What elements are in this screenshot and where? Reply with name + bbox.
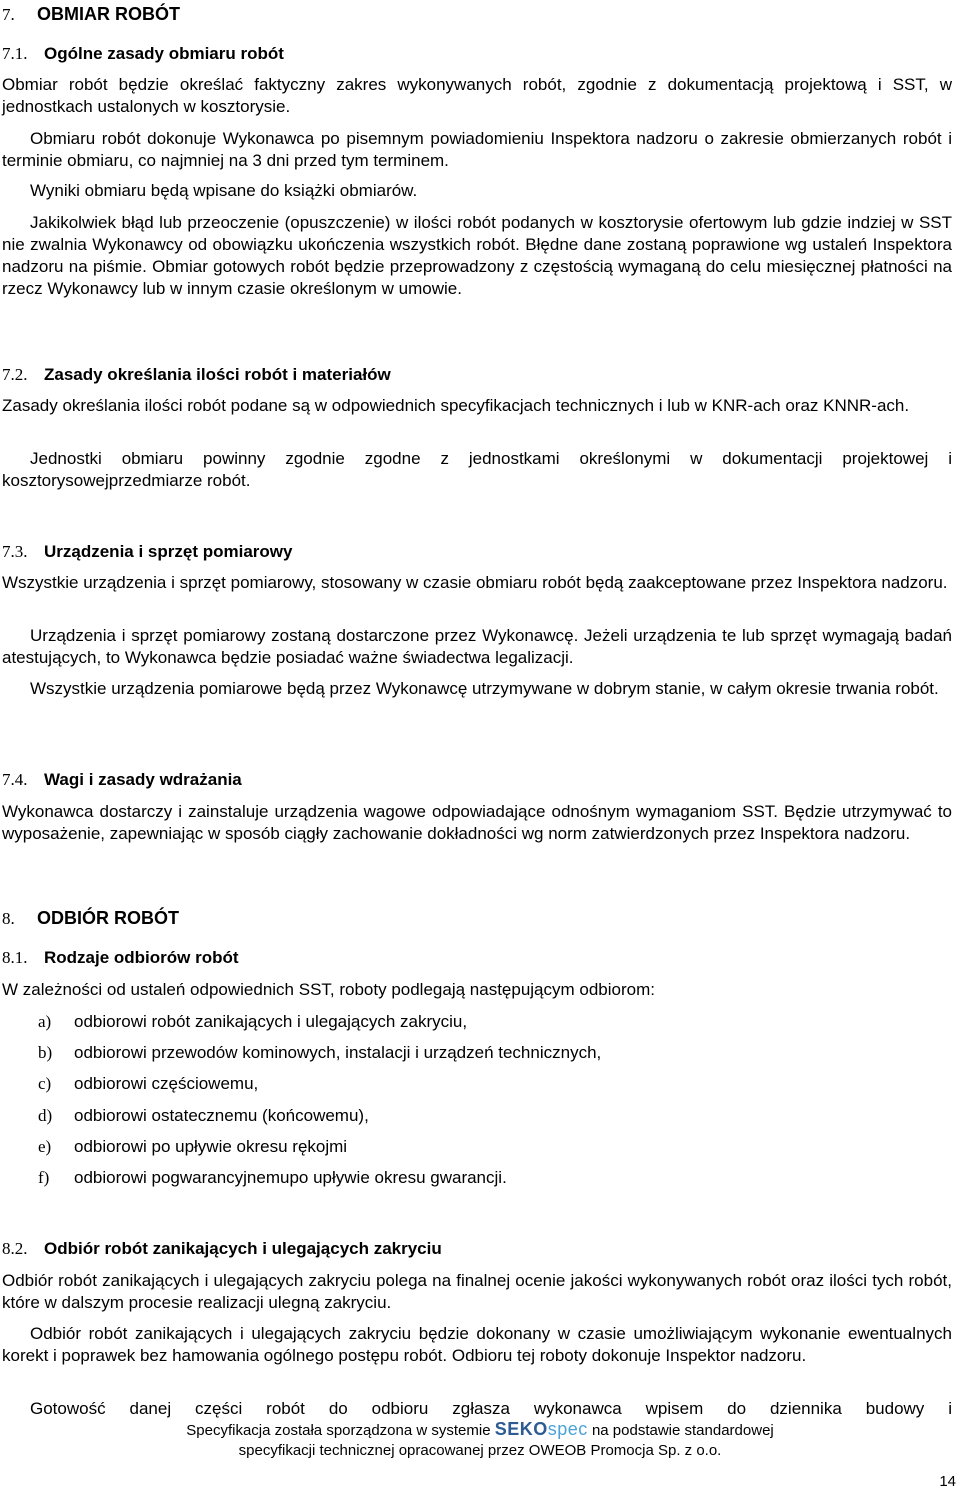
paragraph: Wyniki obmiaru będą wpisane do książki obmiarów. bbox=[30, 181, 418, 200]
section-number: 8.2. bbox=[2, 1239, 28, 1258]
list-letter: d) bbox=[38, 1106, 53, 1125]
paragraph: Odbiór robót zanikających i ulegających zakryciu polega na finalnej ocenie jakości wykonywanych robót oraz ilości tych robót, które w dalszym procesie realizacji ulegną zakryciu. bbox=[2, 1271, 952, 1312]
section-title: Wagi i zasady wdrażania bbox=[44, 770, 242, 789]
list-text: odbiorowi przewodów kominowych, instalacji i urządzeń technicznych, bbox=[74, 1043, 602, 1062]
list-item bbox=[38, 1011, 467, 1033]
page-footer bbox=[0, 1419, 960, 1461]
list-item bbox=[38, 1167, 507, 1189]
list-text: odbiorowi po upływie okresu rękojmi bbox=[74, 1137, 348, 1156]
footer-line-2: specyfikacji technicznej opracowanej przez OWEOB Promocja Sp. z o.o. bbox=[238, 1442, 722, 1459]
list-letter: c) bbox=[38, 1074, 52, 1093]
footer-text: na podstawie standardowej bbox=[591, 1422, 774, 1439]
list-item bbox=[38, 1073, 258, 1095]
list-letter: a) bbox=[38, 1012, 52, 1031]
list-text: odbiorowi robót zanikających i ulegających zakryciu, bbox=[74, 1012, 468, 1031]
logo-text-bold: SEKO bbox=[494, 1419, 548, 1439]
logo-text-light: spec bbox=[547, 1419, 588, 1439]
section-title: Odbiór robót zanikających i ulegających zakryciu bbox=[44, 1239, 442, 1258]
section-number: 8. bbox=[2, 909, 15, 928]
list-letter: f) bbox=[38, 1168, 50, 1187]
paragraph: Wszystkie urządzenia i sprzęt pomiarowy, stosowany w czasie obmiaru robót będą zaakceptowane przez Inspektora nadzoru. bbox=[2, 573, 948, 592]
paragraph: W zależności od ustaleń odpowiednich SST, roboty podlegają następującym odbiorom: bbox=[2, 980, 655, 999]
section-title: Rodzaje odbiorów robót bbox=[44, 948, 239, 967]
list-letter: b) bbox=[38, 1043, 53, 1062]
list-text: odbiorowi częściowemu, bbox=[74, 1074, 259, 1093]
section-title: Zasady określania ilości robót i materiałów bbox=[44, 365, 391, 384]
heading-section-8-2 bbox=[2, 1237, 952, 1261]
list-text: odbiorowi pogwarancyjnemupo upływie okresu gwarancji. bbox=[74, 1168, 507, 1187]
list-text: odbiorowi ostatecznemu (końcowemu), bbox=[74, 1106, 369, 1125]
sekospec-logo bbox=[495, 1419, 588, 1439]
list-item bbox=[38, 1136, 347, 1158]
list-item bbox=[38, 1042, 601, 1064]
section-title: Ogólne zasady obmiaru robót bbox=[44, 44, 284, 63]
paragraph: Zasady określania ilości robót podane są w odpowiednich specyfikacjach technicznych i lub w KNR-ach oraz KNNR-ach. bbox=[2, 396, 910, 415]
section-number: 8.1. bbox=[2, 948, 28, 967]
footer-text: Specyfikacja została sporządzona w systemie bbox=[186, 1422, 491, 1439]
paragraph: Obmiar robót będzie określać faktyczny zakres wykonywanych robót, zgodnie z dokumentacją projektową i SST, w jednostkach ustalonych w kosztorysie. bbox=[2, 75, 952, 116]
heading-section-7-3 bbox=[2, 540, 952, 564]
paragraph: Obmiaru robót dokonuje Wykonawca po pisemnym powiadomieniu Inspektora nadzoru o zakresie obmierzanych robót i terminie obmiaru, co najmniej na 3 dni przed tym terminem. bbox=[2, 129, 952, 170]
section-number: 7.4. bbox=[2, 770, 28, 789]
section-number: 7.2. bbox=[2, 365, 28, 384]
footer-line-1 bbox=[0, 1419, 960, 1441]
section-number: 7.1. bbox=[2, 44, 28, 63]
section-title: Urządzenia i sprzęt pomiarowy bbox=[44, 542, 293, 561]
paragraph: Urządzenia i sprzęt pomiarowy zostaną dostarczone przez Wykonawcę. Jeżeli urządzenia te lub sprzęt wymagają badań atestujących, to Wykonawca będzie posiadać ważne świadectwa legalizacji. bbox=[2, 626, 952, 667]
paragraph: Odbiór robót zanikających i ulegających zakryciu będzie dokonany w czasie umożliwiającym wykonanie ewentualnych korekt i poprawek bez hamowania ogólnego postępu robót. Odbioru tej roboty dokonuje Inspektor nadzoru. bbox=[2, 1324, 952, 1365]
list-letter: e) bbox=[38, 1137, 52, 1156]
paragraph: Jednostki obmiaru powinny zgodnie zgodne z jednostkami określonymi w dokumentacji projektowej i kosztorysowejprzedmiarze robót. bbox=[2, 449, 952, 490]
list-item bbox=[38, 1105, 369, 1127]
heading-section-8 bbox=[2, 906, 952, 931]
section-title: OBMIAR ROBÓT bbox=[37, 4, 180, 24]
paragraph: Jakikolwiek błąd lub przeoczenie (opuszczenie) w ilości robót podanych w kosztorysie ofertowym lub gdzie indziej w SST nie zwalnia Wykonawcy od obowiązku ukończenia wszystkich robót. Błędne dane zostaną poprawione wg ustaleń Inspektora nadzoru na piśmie. Obmiar gotowych robót będzie przeprowadzony z częstością wymaganą do celu miesięcznej płatności na rzecz Wykonawcy lub w innym czasie określonym w umowie. bbox=[2, 213, 952, 298]
paragraph: Wykonawca dostarczy i zainstaluje urządzenia wagowe odpowiadające odnośnym wymaganiom SST. Będzie utrzymywać to wyposażenie, zapewniając w sposób ciągły zachowanie dokładności wg norm zatwierdzonych przez Inspektora nadzoru. bbox=[2, 802, 952, 843]
section-title: ODBIÓR ROBÓT bbox=[37, 908, 179, 928]
heading-section-8-1 bbox=[2, 946, 952, 970]
paragraph: Wszystkie urządzenia pomiarowe będą przez Wykonawcę utrzymywane w dobrym stanie, w całym okresie trwania robót. bbox=[30, 679, 939, 698]
heading-section-7-1 bbox=[2, 42, 952, 66]
paragraph: Gotowość danej części robót do odbioru zgłasza wykonawca wpisem do dziennika budowy i bbox=[30, 1399, 952, 1418]
heading-section-7 bbox=[2, 2, 952, 27]
section-number: 7. bbox=[2, 5, 15, 24]
section-number: 7.3. bbox=[2, 542, 28, 561]
heading-section-7-2 bbox=[2, 363, 952, 387]
page-number: 14 bbox=[939, 1473, 956, 1490]
heading-section-7-4 bbox=[2, 768, 952, 792]
